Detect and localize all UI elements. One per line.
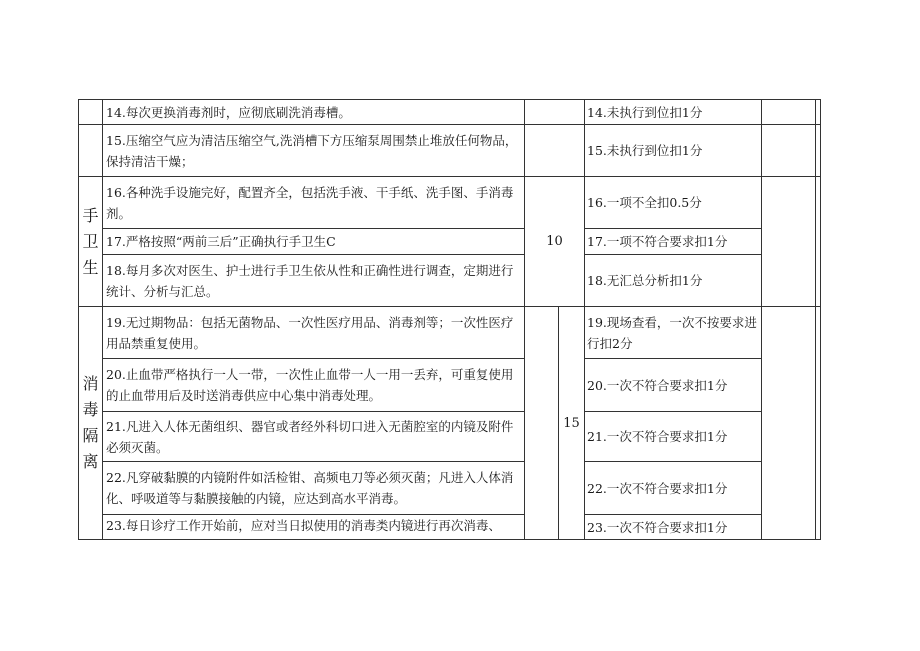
category-cell-empty xyxy=(79,100,103,125)
criterion-cell: 19.无过期物品：包括无菌物品、一次性医疗用品、消毒剂等；一次性医疗用品禁重复使用。 xyxy=(103,307,525,359)
deduction-cell: 22.一次不符合要求扣1分 xyxy=(585,462,762,515)
criterion-cell: 22.凡穿破黏膜的内镜附件如活检钳、高频电刀等必须灭菌；凡进入人体消化、呼吸道等与黏膜接触的内镜，应达到高水平消毒。 xyxy=(103,462,525,515)
table-row xyxy=(79,515,821,540)
criterion-cell: 15.压缩空气应为清洁压缩空气,洗消槽下方压缩泵周围禁止堆放任何物品，保持清洁干燥； xyxy=(103,125,525,177)
result-cell xyxy=(762,307,816,540)
result-cell xyxy=(762,125,816,177)
inspection-standards-table xyxy=(78,99,821,540)
table-row xyxy=(79,255,821,307)
deduction-cell: 17.一项不符合要求扣1分 xyxy=(585,229,762,255)
deduction-cell: 15.未执行到位扣1分 xyxy=(585,125,762,177)
category-cell-empty xyxy=(79,125,103,177)
result-cell xyxy=(762,177,816,307)
table-row xyxy=(79,229,821,255)
criterion-cell: 16.各种洗手设施完好，配置齐全，包括洗手液、干手纸、洗手图、手消毒剂。 xyxy=(103,177,525,229)
table-row xyxy=(79,307,821,359)
remark-cell xyxy=(816,125,821,177)
score-disinfection-isolation: 15 xyxy=(559,307,585,540)
criterion-cell: 20.止血带严格执行一人一带，一次性止血带一人一用一丢弃，可重复使用的止血带用后及时送消毒供应中心集中消毒处理。 xyxy=(103,359,525,412)
table-row xyxy=(79,359,821,412)
deduction-cell: 19.现场查看，一次不按要求进行扣2分 xyxy=(585,307,762,359)
deduction-cell: 14.未执行到位扣1分 xyxy=(585,100,762,125)
score-cell-empty xyxy=(525,125,585,177)
criterion-cell: 21.凡进入人体无菌组织、器官或者经外科切口进入无菌腔室的内镜及附件必须灭菌。 xyxy=(103,412,525,462)
category-disinfection-isolation: 消毒隔离 xyxy=(79,307,103,540)
deduction-cell: 18.无汇总分析扣1分 xyxy=(585,255,762,307)
remark-cell xyxy=(816,307,821,540)
criterion-cell: 18.每月多次对医生、护士进行手卫生依从性和正确性进行调查，定期进行统计、分析与汇总。 xyxy=(103,255,525,307)
criterion-cell: 23.每日诊疗工作开始前，应对当日拟使用的消毒类内镜进行再次消毒、 xyxy=(103,515,525,540)
table-row xyxy=(79,462,821,515)
table-row xyxy=(79,412,821,462)
criterion-cell: 17.严格按照“两前三后”正确执行手卫生C xyxy=(103,229,525,255)
table-row xyxy=(79,100,821,125)
deduction-cell: 21.一次不符合要求扣1分 xyxy=(585,412,762,462)
criterion-cell: 14.每次更换消毒剂时，应彻底刷洗消毒槽。 xyxy=(103,100,525,125)
sub-score-cell xyxy=(525,307,559,540)
result-cell xyxy=(762,100,816,125)
table-row xyxy=(79,177,821,229)
deduction-cell: 20.一次不符合要求扣1分 xyxy=(585,359,762,412)
remark-cell xyxy=(816,100,821,125)
score-hand-hygiene: 10 xyxy=(525,177,585,307)
deduction-cell: 16.一项不全扣0.5分 xyxy=(585,177,762,229)
score-cell-empty xyxy=(525,100,585,125)
deduction-cell: 23.一次不符合要求扣1分 xyxy=(585,515,762,540)
remark-cell xyxy=(816,177,821,307)
category-hand-hygiene: 手卫生 xyxy=(79,177,103,307)
table-row xyxy=(79,125,821,177)
